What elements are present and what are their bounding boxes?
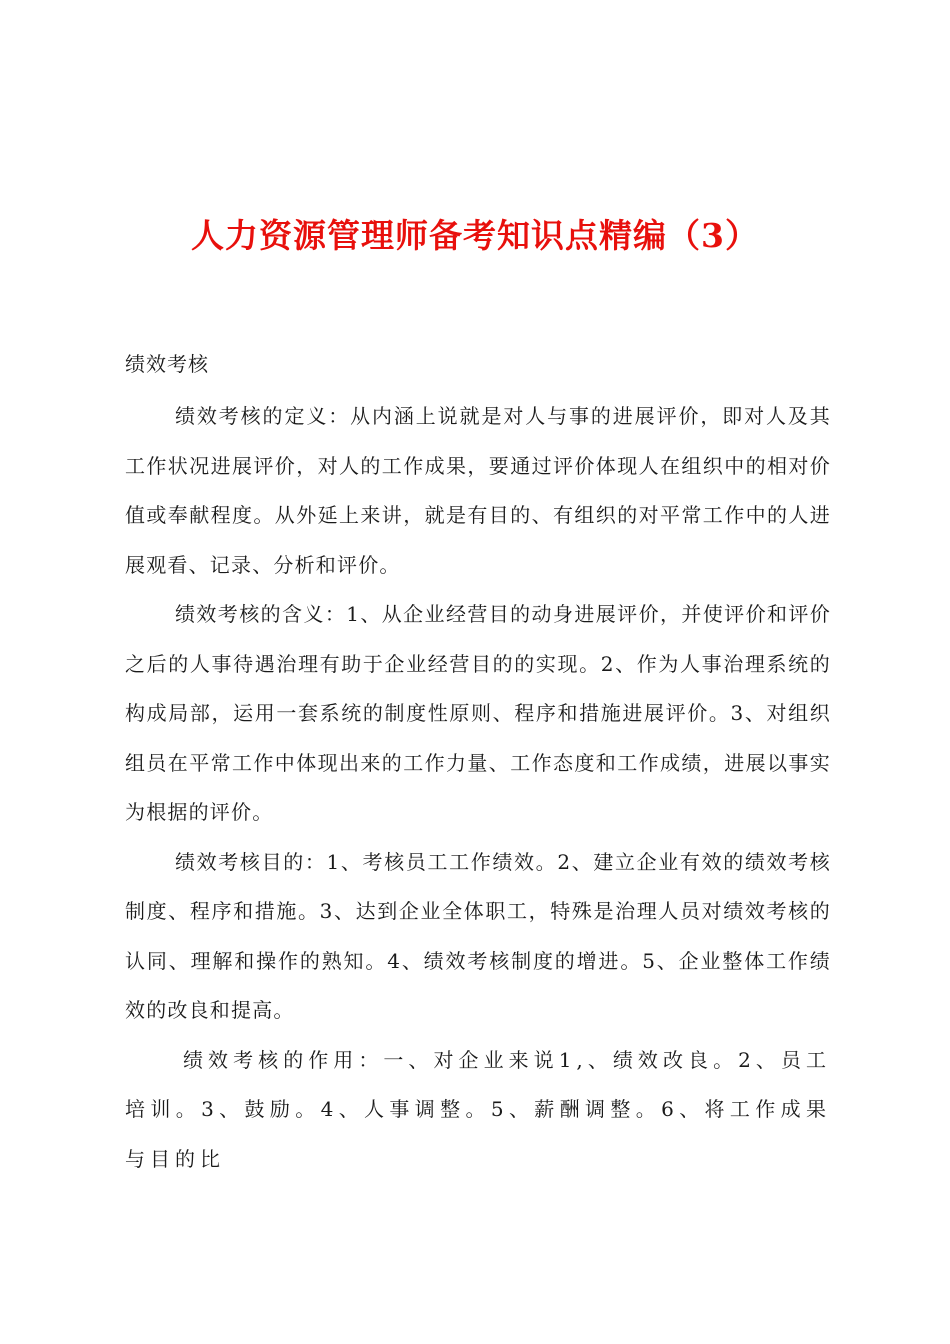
section-heading: 绩效考核 xyxy=(125,352,209,376)
paragraph-meaning: 绩效考核的含义：1、从企业经营目的动身进展评价，并使评价和评价之后的人事待遇治理有助于企业经营目的的实现。2、作为人事治理系统的构成局部，运用一套系统的制度性原则、程序和措施进展评价。3、对组织组员在平常工作中体现出来的工作力量、工作态度和工作成绩，进展以事实为根据的评价。 xyxy=(125,602,831,824)
document-body xyxy=(125,392,831,1184)
paragraph-purpose: 绩效考核目的：1、考核员工工作绩效。2、建立企业有效的绩效考核制度、程序和措施。3、达到企业全体职工，特殊是治理人员对绩效考核的认同、理解和操作的熟知。4、绩效考核制度的增进。5、企业整体工作绩效的改良和提高。 xyxy=(125,849,831,1022)
paragraph-definition: 绩效考核的定义：从内涵上说就是对人与事的进展评价，即对人及其工作状况进展评价，对人的工作成果，要通过评价体现人在组织中的相对价值或奉献程度。从外延上来讲，就是有目的、有组织的对平常工作中的人进展观看、记录、分析和评价。 xyxy=(125,404,831,577)
document-title: 人力资源管理师备考知识点精编（3） xyxy=(191,216,759,255)
paragraph-role: 绩效考核的作用：一、对企业来说1,、绩效改良。2、员工培训。3、鼓励。4、人事调整。5、薪酬调整。6、将工作成果与目的比 xyxy=(125,1047,831,1171)
